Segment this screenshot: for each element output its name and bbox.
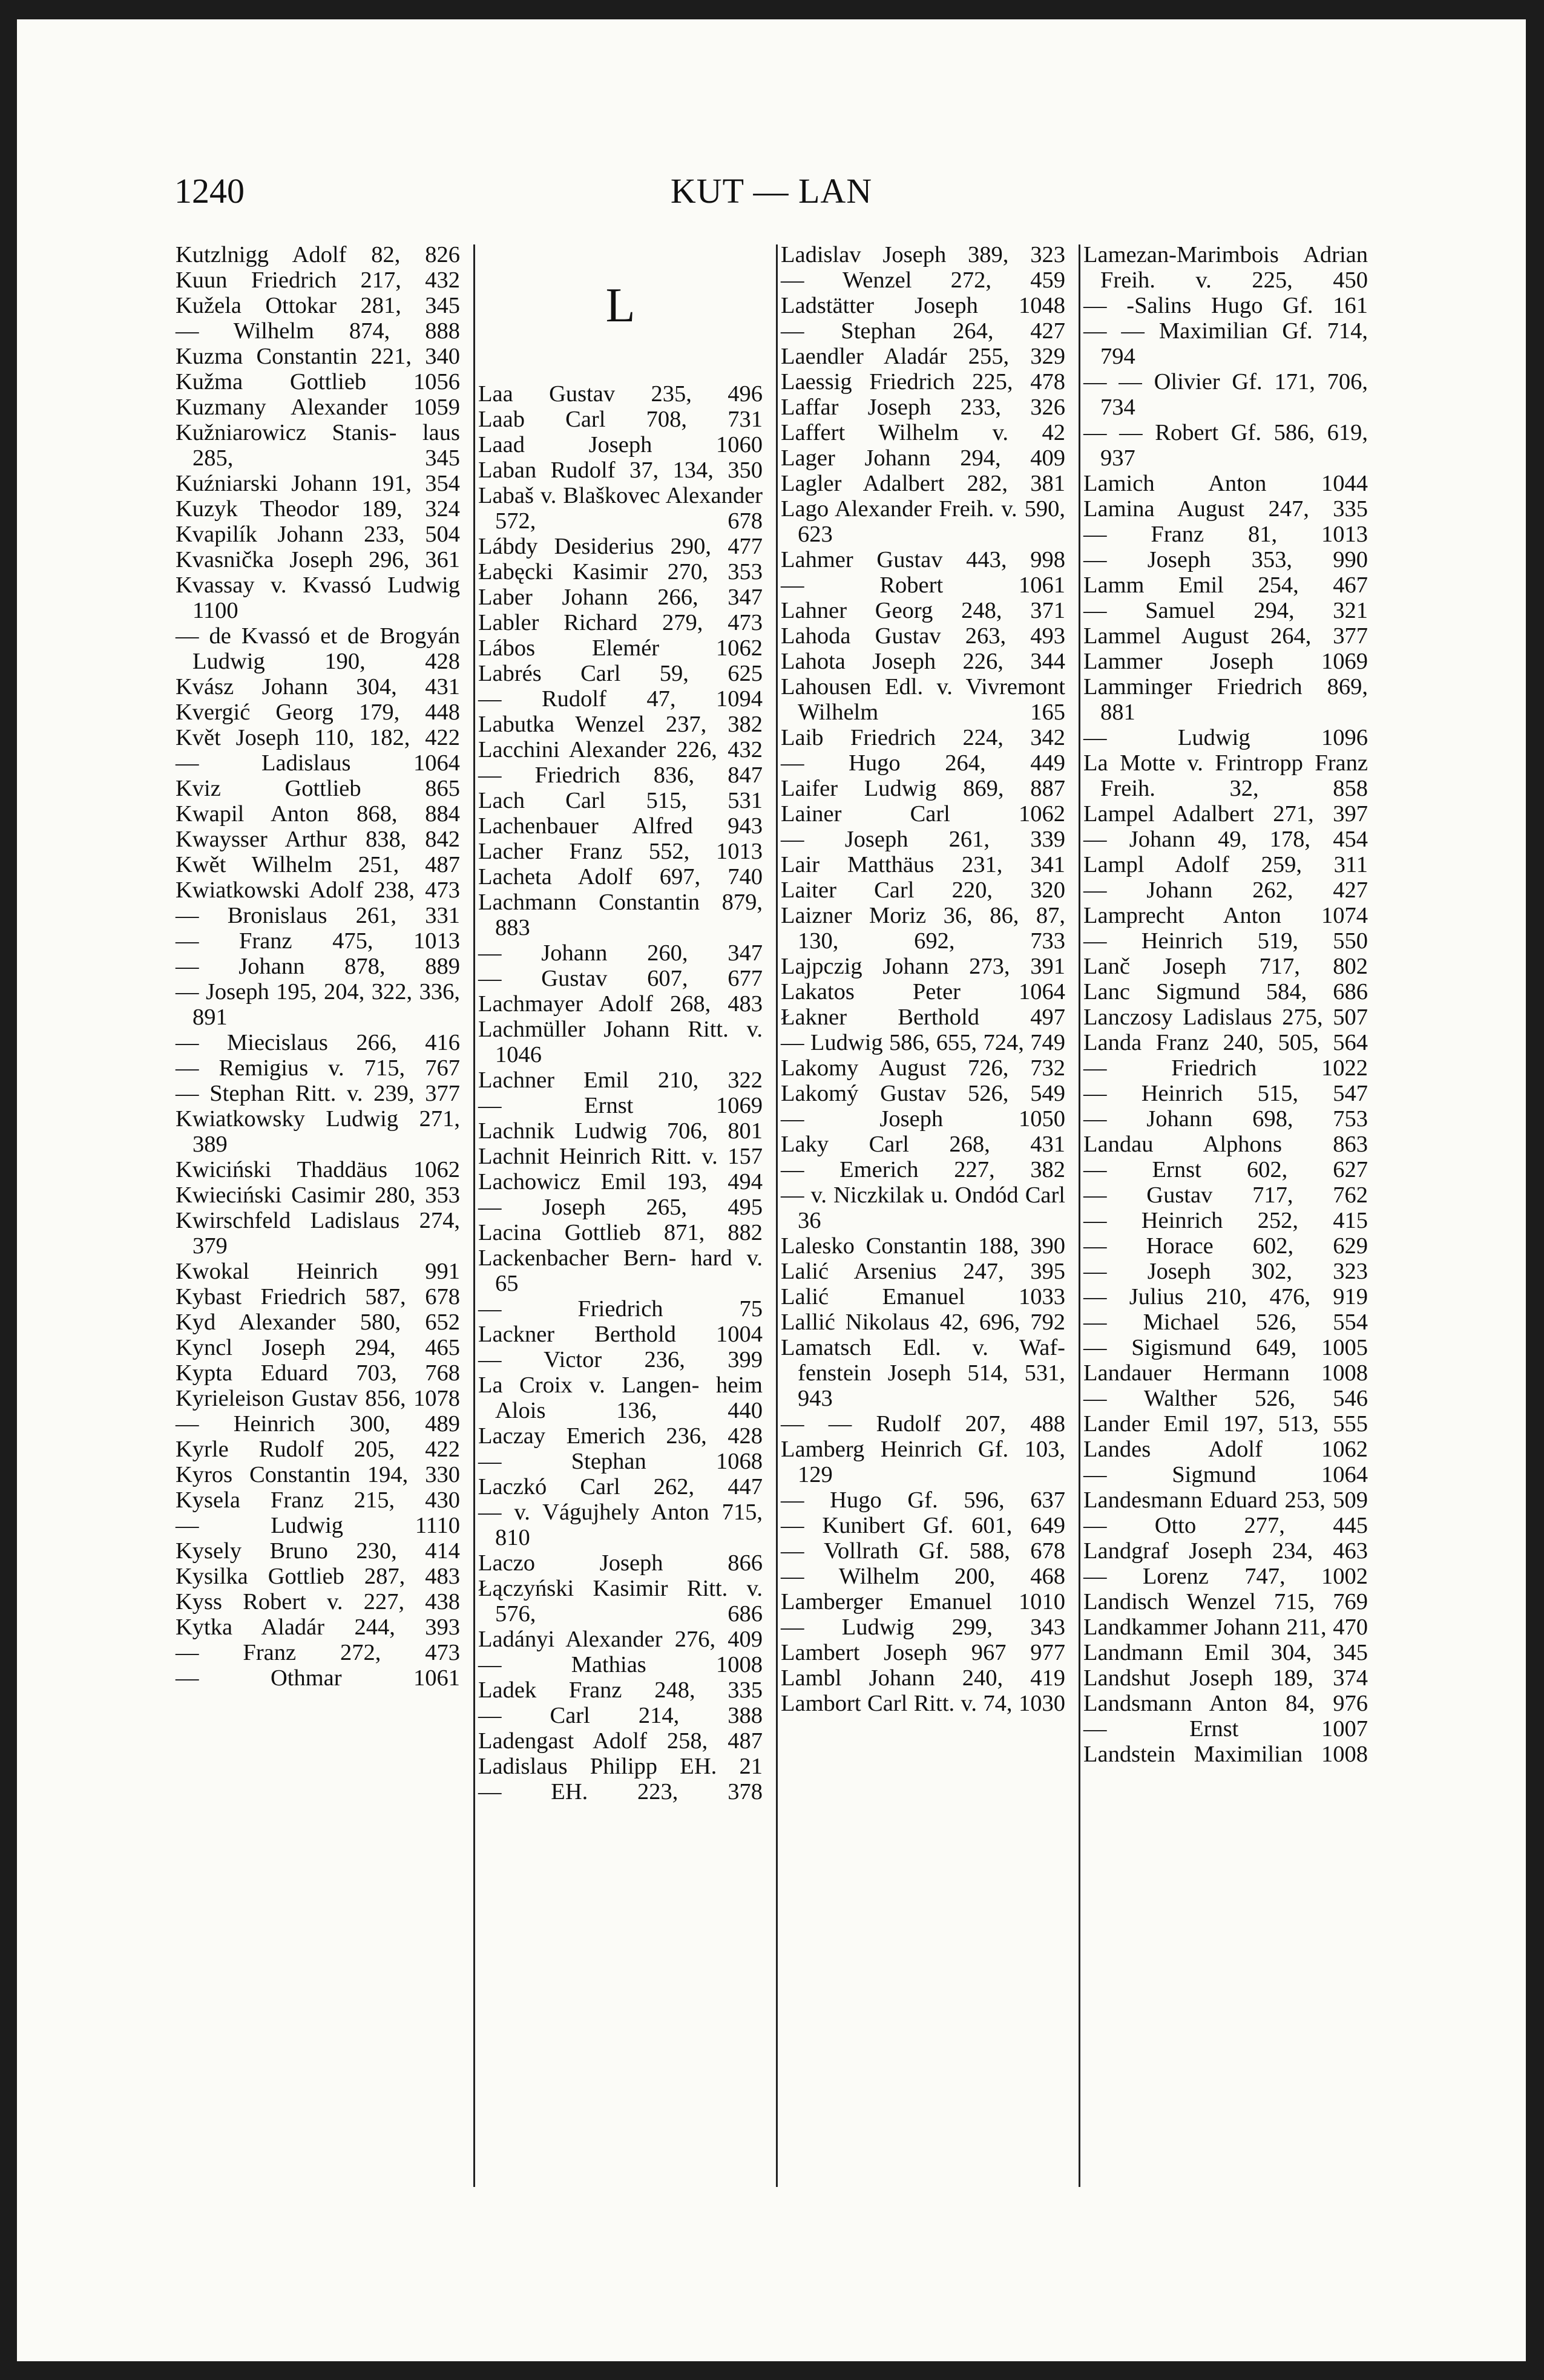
name-entry: Lanc Sigmund 584, 686 bbox=[1083, 979, 1368, 1005]
name-entry: — Rudolf 47, 1094 bbox=[478, 686, 763, 712]
name-entry: — -Salins Hugo Gf. 161 bbox=[1083, 293, 1368, 318]
name-entry: Lanč Joseph 717, 802 bbox=[1083, 954, 1368, 979]
name-entry: Lamberg Heinrich Gf. 103, 129 bbox=[781, 1437, 1065, 1487]
name-entry: — — Maximilian Gf. 714, 794 bbox=[1083, 318, 1368, 369]
name-entry: Lagler Adalbert 282, 381 bbox=[781, 471, 1065, 496]
name-entry: Kvergić Georg 179, 448 bbox=[176, 700, 460, 725]
name-entry: Kypta Eduard 703, 768 bbox=[176, 1360, 460, 1386]
name-entry: Kvász Johann 304, 431 bbox=[176, 674, 460, 700]
name-entry: Ladányi Alexander 276, 409 bbox=[478, 1627, 763, 1652]
name-entry: Lachowicz Emil 193, 494 bbox=[478, 1169, 763, 1195]
name-entry: Landkammer Johann 211, 470 bbox=[1083, 1615, 1368, 1640]
name-entry: Kvapilík Johann 233, 504 bbox=[176, 522, 460, 547]
name-entry: Lábos Elemér 1062 bbox=[478, 635, 763, 661]
name-entry: Kwaysser Arthur 838, 842 bbox=[176, 827, 460, 852]
name-entry: — Ludwig 1110 bbox=[176, 1513, 460, 1538]
name-entry: — Heinrich 252, 415 bbox=[1083, 1208, 1368, 1233]
name-entry: Labler Richard 279, 473 bbox=[478, 610, 763, 635]
name-entry: — — Rudolf 207, 488 bbox=[781, 1411, 1065, 1437]
name-entry: — Stephan 1068 bbox=[478, 1449, 763, 1474]
name-entry: — Stephan Ritt. v. 239, 377 bbox=[176, 1081, 460, 1106]
name-entry: Lach Carl 515, 531 bbox=[478, 788, 763, 813]
name-entry: — Samuel 294, 321 bbox=[1083, 598, 1368, 623]
name-entry: — Johann 698, 753 bbox=[1083, 1106, 1368, 1132]
name-entry: — Ludwig 299, 343 bbox=[781, 1615, 1065, 1640]
name-entry: — Mathias 1008 bbox=[478, 1652, 763, 1677]
name-column-3 bbox=[781, 242, 1065, 1716]
name-entry: Lahner Georg 248, 371 bbox=[781, 598, 1065, 623]
name-entry: — Vollrath Gf. 588, 678 bbox=[781, 1538, 1065, 1564]
name-entry: Kvasnička Joseph 296, 361 bbox=[176, 547, 460, 572]
name-entry: — Hugo 264, 449 bbox=[781, 750, 1065, 776]
running-title: KUT — LAN bbox=[670, 171, 873, 211]
name-entry: — Friedrich 836, 847 bbox=[478, 762, 763, 788]
name-entry: Lambl Johann 240, 419 bbox=[781, 1665, 1065, 1691]
name-entry: Landauer Hermann 1008 bbox=[1083, 1360, 1368, 1386]
name-entry: La Motte v. Frintropp Franz Freih. 32, 858 bbox=[1083, 750, 1368, 801]
name-entry: Lachmann Constantin 879, 883 bbox=[478, 890, 763, 940]
name-entry: Lambert Joseph 967 977 bbox=[781, 1640, 1065, 1665]
name-entry: — Gustav 717, 762 bbox=[1083, 1182, 1368, 1208]
name-entry: — Walther 526, 546 bbox=[1083, 1386, 1368, 1411]
name-entry: — Ludwig 1096 bbox=[1083, 725, 1368, 750]
name-entry: — Othmar 1061 bbox=[176, 1665, 460, 1691]
name-entry: — Franz 81, 1013 bbox=[1083, 522, 1368, 547]
name-entry: Lamminger Friedrich 869, 881 bbox=[1083, 674, 1368, 725]
name-entry: Lammel August 264, 377 bbox=[1083, 623, 1368, 649]
name-entry: Laessig Friedrich 225, 478 bbox=[781, 369, 1065, 395]
name-entry: Kyd Alexander 580, 652 bbox=[176, 1310, 460, 1335]
name-entry: — Joseph 195, 204, 322, 336, 891 bbox=[176, 979, 460, 1030]
name-entry: Kyncl Joseph 294, 465 bbox=[176, 1335, 460, 1360]
name-entry: — Joseph 1050 bbox=[781, 1106, 1065, 1132]
name-column-2 bbox=[478, 242, 763, 1805]
name-entry: Laendler Aladár 255, 329 bbox=[781, 344, 1065, 369]
name-entry: — Franz 272, 473 bbox=[176, 1640, 460, 1665]
name-entry: — v. Niczkilak u. Ondód Carl 36 bbox=[781, 1182, 1065, 1233]
name-entry: Kwět Wilhelm 251, 487 bbox=[176, 852, 460, 877]
name-entry: Lago Alexander Freih. v. 590, 623 bbox=[781, 496, 1065, 547]
name-entry: — Johann 878, 889 bbox=[176, 954, 460, 979]
name-entry: Kutzlnigg Adolf 82, 826 bbox=[176, 242, 460, 267]
name-entry: — de Kvassó et de Brogyán Ludwig 190, 428 bbox=[176, 623, 460, 674]
name-entry: Lachnit Heinrich Ritt. v. 157 bbox=[478, 1144, 763, 1169]
page-header bbox=[17, 171, 1526, 213]
name-entry: Kybast Friedrich 587, 678 bbox=[176, 1284, 460, 1310]
name-entry: Lacher Franz 552, 1013 bbox=[478, 839, 763, 864]
name-entry: Kuźniarski Johann 191, 354 bbox=[176, 471, 460, 496]
name-entry: — Gustav 607, 677 bbox=[478, 966, 763, 991]
name-entry: — Miecislaus 266, 416 bbox=[176, 1030, 460, 1055]
name-entry: Ladstätter Joseph 1048 bbox=[781, 293, 1065, 318]
name-entry: Lackenbacher Bern- hard v. 65 bbox=[478, 1245, 763, 1296]
name-entry: Lanczosy Ladislaus 275, 507 bbox=[1083, 1005, 1368, 1030]
name-entry: Lacheta Adolf 697, 740 bbox=[478, 864, 763, 890]
name-entry: Łączyński Kasimir Ritt. v. 576, 686 bbox=[478, 1576, 763, 1627]
name-entry: Laab Carl 708, 731 bbox=[478, 407, 763, 432]
name-entry: Laiter Carl 220, 320 bbox=[781, 877, 1065, 903]
name-entry: — Lorenz 747, 1002 bbox=[1083, 1564, 1368, 1589]
name-entry: Kysilka Gottlieb 287, 483 bbox=[176, 1564, 460, 1589]
name-entry: Kyss Robert v. 227, 438 bbox=[176, 1589, 460, 1615]
name-entry: Lackner Berthold 1004 bbox=[478, 1322, 763, 1347]
name-entry: Labaš v. Blaškovec Alexander 572, 678 bbox=[478, 483, 763, 534]
name-entry: Lakatos Peter 1064 bbox=[781, 979, 1065, 1005]
name-column-1 bbox=[176, 242, 460, 1691]
name-entry: Kužma Gottlieb 1056 bbox=[176, 369, 460, 395]
name-entry: — Ernst 1007 bbox=[1083, 1716, 1368, 1742]
name-entry: Kyrle Rudolf 205, 422 bbox=[176, 1437, 460, 1462]
name-entry: — Remigius v. 715, 767 bbox=[176, 1055, 460, 1081]
name-entry: — Wenzel 272, 459 bbox=[781, 267, 1065, 293]
name-entry: Ladislaus Philipp EH. 21 bbox=[478, 1754, 763, 1779]
name-entry: Lacchini Alexander 226, 432 bbox=[478, 737, 763, 762]
name-entry: — EH. 223, 378 bbox=[478, 1779, 763, 1805]
name-entry: — Michael 526, 554 bbox=[1083, 1310, 1368, 1335]
name-entry: — Ludwig 586, 655, 724, 749 bbox=[781, 1030, 1065, 1055]
name-entry: Lammer Joseph 1069 bbox=[1083, 649, 1368, 674]
name-entry: Landau Alphons 863 bbox=[1083, 1132, 1368, 1157]
column-divider bbox=[1079, 244, 1080, 2187]
name-entry: — Heinrich 515, 547 bbox=[1083, 1081, 1368, 1106]
name-entry: Kwiciński Thaddäus 1062 bbox=[176, 1157, 460, 1182]
name-entry: Lahmer Gustav 443, 998 bbox=[781, 547, 1065, 572]
name-entry: Ladislav Joseph 389, 323 bbox=[781, 242, 1065, 267]
name-entry: — v. Vágujhely Anton 715, 810 bbox=[478, 1500, 763, 1550]
name-entry: Lachner Emil 210, 322 bbox=[478, 1067, 763, 1093]
name-entry: Kysely Bruno 230, 414 bbox=[176, 1538, 460, 1564]
name-entry: Kuun Friedrich 217, 432 bbox=[176, 267, 460, 293]
name-entry: — — Olivier Gf. 171, 706, 734 bbox=[1083, 369, 1368, 420]
name-entry: Lampl Adolf 259, 311 bbox=[1083, 852, 1368, 877]
name-entry: — Friedrich 1022 bbox=[1083, 1055, 1368, 1081]
name-entry: Landisch Wenzel 715, 769 bbox=[1083, 1589, 1368, 1615]
name-entry: Kwieciński Casimir 280, 353 bbox=[176, 1182, 460, 1208]
name-entry: Kuzma Constantin 221, 340 bbox=[176, 344, 460, 369]
name-entry: — Joseph 353, 990 bbox=[1083, 547, 1368, 572]
name-entry: Kytka Aladár 244, 393 bbox=[176, 1615, 460, 1640]
name-entry: Lakomý Gustav 526, 549 bbox=[781, 1081, 1065, 1106]
column-divider bbox=[473, 244, 475, 2187]
name-entry: — Otto 277, 445 bbox=[1083, 1513, 1368, 1538]
name-entry: Lamm Emil 254, 467 bbox=[1083, 572, 1368, 598]
name-entry: — Johann 260, 347 bbox=[478, 940, 763, 966]
name-entry: Ladek Franz 248, 335 bbox=[478, 1677, 763, 1703]
name-entry: Laczkó Carl 262, 447 bbox=[478, 1474, 763, 1500]
name-entry: Lahousen Edl. v. Vivremont Wilhelm 165 bbox=[781, 674, 1065, 725]
name-entry: — — Robert Gf. 586, 619, 937 bbox=[1083, 420, 1368, 471]
name-entry: Łabęcki Kasimir 270, 353 bbox=[478, 559, 763, 585]
name-entry: Lachmüller Johann Ritt. v. 1046 bbox=[478, 1017, 763, 1067]
page-number: 1240 bbox=[174, 171, 245, 211]
name-entry: — Wilhelm 874, 888 bbox=[176, 318, 460, 344]
name-entry: Lakomy August 726, 732 bbox=[781, 1055, 1065, 1081]
name-entry: — Friedrich 75 bbox=[478, 1296, 763, 1322]
name-entry: Laad Joseph 1060 bbox=[478, 432, 763, 457]
name-entry: Łakner Berthold 497 bbox=[781, 1005, 1065, 1030]
name-entry: — Robert 1061 bbox=[781, 572, 1065, 598]
name-entry: Laban Rudolf 37, 134, 350 bbox=[478, 457, 763, 483]
name-entry: — Johann 49, 178, 454 bbox=[1083, 827, 1368, 852]
name-entry: Lalić Arsenius 247, 395 bbox=[781, 1259, 1065, 1284]
name-entry: — Sigmund 1064 bbox=[1083, 1462, 1368, 1487]
name-entry: Lamina August 247, 335 bbox=[1083, 496, 1368, 522]
name-entry: Lamprecht Anton 1074 bbox=[1083, 903, 1368, 928]
name-entry: — Wilhelm 200, 468 bbox=[781, 1564, 1065, 1589]
name-entry: Kuzyk Theodor 189, 324 bbox=[176, 496, 460, 522]
name-entry: Kyros Constantin 194, 330 bbox=[176, 1462, 460, 1487]
name-entry: Landsmann Anton 84, 976 bbox=[1083, 1691, 1368, 1716]
name-entry: — Joseph 265, 495 bbox=[478, 1195, 763, 1220]
name-entry: Kvassay v. Kvassó Ludwig 1100 bbox=[176, 572, 460, 623]
name-entry: Kwiatkowsky Ludwig 271, 389 bbox=[176, 1106, 460, 1157]
name-entry: Lallić Nikolaus 42, 696, 792 bbox=[781, 1310, 1065, 1335]
name-entry: Laib Friedrich 224, 342 bbox=[781, 725, 1065, 750]
name-entry: Lander Emil 197, 513, 555 bbox=[1083, 1411, 1368, 1437]
name-entry: Laa Gustav 235, 496 bbox=[478, 381, 763, 407]
name-entry: Lalesko Constantin 188, 390 bbox=[781, 1233, 1065, 1259]
name-entry: Landmann Emil 304, 345 bbox=[1083, 1640, 1368, 1665]
name-entry: — Heinrich 519, 550 bbox=[1083, 928, 1368, 954]
name-entry: — Julius 210, 476, 919 bbox=[1083, 1284, 1368, 1310]
name-entry: Landshut Joseph 189, 374 bbox=[1083, 1665, 1368, 1691]
name-entry: Lambort Carl Ritt. v. 74, 1030 bbox=[781, 1691, 1065, 1716]
name-entry: — Heinrich 300, 489 bbox=[176, 1411, 460, 1437]
name-entry: Laifer Ludwig 869, 887 bbox=[781, 776, 1065, 801]
name-entry: Lachmayer Adolf 268, 483 bbox=[478, 991, 763, 1017]
name-entry: Labutka Wenzel 237, 382 bbox=[478, 712, 763, 737]
section-letter: L bbox=[605, 279, 636, 332]
name-entry: Laky Carl 268, 431 bbox=[781, 1132, 1065, 1157]
name-entry: Landesmann Eduard 253, 509 bbox=[1083, 1487, 1368, 1513]
name-entry: Ladengast Adolf 258, 487 bbox=[478, 1728, 763, 1754]
name-entry: Laczo Joseph 866 bbox=[478, 1550, 763, 1576]
name-entry: Lacina Gottlieb 871, 882 bbox=[478, 1220, 763, 1245]
name-entry: — Ladislaus 1064 bbox=[176, 750, 460, 776]
name-entry: Lair Matthäus 231, 341 bbox=[781, 852, 1065, 877]
name-entry: Lahota Joseph 226, 344 bbox=[781, 649, 1065, 674]
name-entry: — Joseph 302, 323 bbox=[1083, 1259, 1368, 1284]
name-entry: Lamich Anton 1044 bbox=[1083, 471, 1368, 496]
name-entry: Lainer Carl 1062 bbox=[781, 801, 1065, 827]
name-entry: Lamezan-Marimbois Adrian Freih. v. 225, 450 bbox=[1083, 242, 1368, 293]
name-entry: Laizner Moriz 36, 86, 87, 130, 692, 733 bbox=[781, 903, 1065, 954]
name-entry: Kwapil Anton 868, 884 bbox=[176, 801, 460, 827]
name-entry: Kuzmany Alexander 1059 bbox=[176, 395, 460, 420]
name-entry: Lager Johann 294, 409 bbox=[781, 445, 1065, 471]
name-entry: Laber Johann 266, 347 bbox=[478, 585, 763, 610]
name-entry: Kužela Ottokar 281, 345 bbox=[176, 293, 460, 318]
name-entry: — Franz 475, 1013 bbox=[176, 928, 460, 954]
name-entry: Kwirschfeld Ladislaus 274, 379 bbox=[176, 1208, 460, 1259]
name-entry: — Emerich 227, 382 bbox=[781, 1157, 1065, 1182]
name-entry: Kužniarowicz Stanis- laus 285, 345 bbox=[176, 420, 460, 471]
name-entry: — Hugo Gf. 596, 637 bbox=[781, 1487, 1065, 1513]
name-entry: — Johann 262, 427 bbox=[1083, 877, 1368, 903]
name-entry: — Horace 602, 629 bbox=[1083, 1233, 1368, 1259]
name-entry: Landgraf Joseph 234, 463 bbox=[1083, 1538, 1368, 1564]
name-entry: — Ernst 1069 bbox=[478, 1093, 763, 1118]
name-entry: — Victor 236, 399 bbox=[478, 1347, 763, 1372]
name-entry: Lalić Emanuel 1033 bbox=[781, 1284, 1065, 1310]
name-entry: Labrés Carl 59, 625 bbox=[478, 661, 763, 686]
directory-page bbox=[17, 19, 1526, 2361]
name-entry: Landa Franz 240, 505, 564 bbox=[1083, 1030, 1368, 1055]
name-entry: — Joseph 261, 339 bbox=[781, 827, 1065, 852]
name-entry: Landes Adolf 1062 bbox=[1083, 1437, 1368, 1462]
name-entry: — Stephan 264, 427 bbox=[781, 318, 1065, 344]
column-divider bbox=[776, 244, 778, 2187]
name-entry: Laczay Emerich 236, 428 bbox=[478, 1423, 763, 1449]
name-entry: La Croix v. Langen- heim Alois 136, 440 bbox=[478, 1372, 763, 1423]
name-entry: Lachenbauer Alfred 943 bbox=[478, 813, 763, 839]
name-entry: Lajpczig Johann 273, 391 bbox=[781, 954, 1065, 979]
name-entry: Kyrieleison Gustav 856, 1078 bbox=[176, 1386, 460, 1411]
name-entry: Lahoda Gustav 263, 493 bbox=[781, 623, 1065, 649]
name-entry: Lampel Adalbert 271, 397 bbox=[1083, 801, 1368, 827]
name-column-4 bbox=[1083, 242, 1368, 1767]
name-entry: — Ernst 602, 627 bbox=[1083, 1157, 1368, 1182]
name-entry: — Sigismund 649, 1005 bbox=[1083, 1335, 1368, 1360]
name-entry: — Bronislaus 261, 331 bbox=[176, 903, 460, 928]
name-entry: — Carl 214, 388 bbox=[478, 1703, 763, 1728]
name-entry: Laffar Joseph 233, 326 bbox=[781, 395, 1065, 420]
name-entry: Lamberger Emanuel 1010 bbox=[781, 1589, 1065, 1615]
name-entry: Kysela Franz 215, 430 bbox=[176, 1487, 460, 1513]
name-entry: Kwiatkowski Adolf 238, 473 bbox=[176, 877, 460, 903]
name-entry: — Kunibert Gf. 601, 649 bbox=[781, 1513, 1065, 1538]
name-entry: Landstein Maximilian 1008 bbox=[1083, 1742, 1368, 1767]
name-entry: Lábdy Desiderius 290, 477 bbox=[478, 534, 763, 559]
name-entry: Laffert Wilhelm v. 42 bbox=[781, 420, 1065, 445]
name-entry: Kwokal Heinrich 991 bbox=[176, 1259, 460, 1284]
name-entry: Lachnik Ludwig 706, 801 bbox=[478, 1118, 763, 1144]
name-entry: Kviz Gottlieb 865 bbox=[176, 776, 460, 801]
name-entry: Květ Joseph 110, 182, 422 bbox=[176, 725, 460, 750]
name-entry: Lamatsch Edl. v. Waf- fenstein Joseph 514, 531, 943 bbox=[781, 1335, 1065, 1411]
